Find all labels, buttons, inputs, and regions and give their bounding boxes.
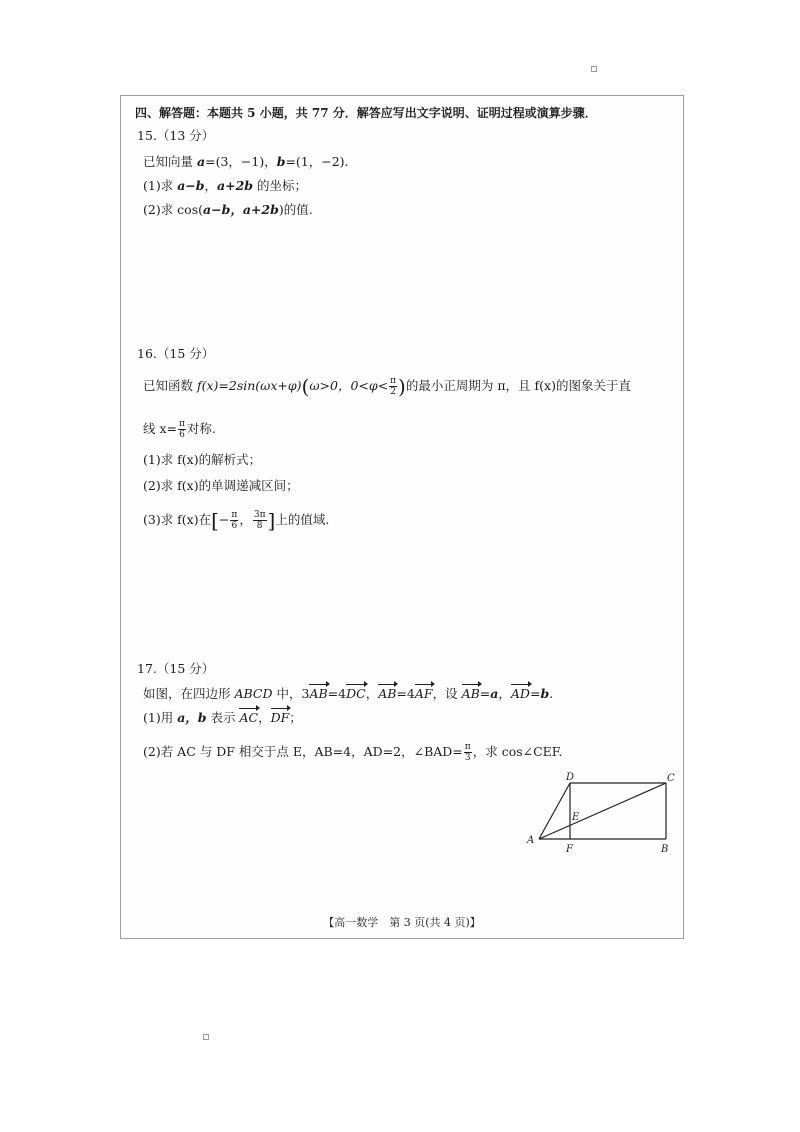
fraction-pi-over-6: $\frac{\pi}{6}$ [179, 419, 185, 440]
page-footer: 【高一数学 第 3 页(共 4 页)】 [323, 916, 481, 929]
q16-part2: (2)求 f(x)的单调递减区间； [143, 478, 299, 493]
label-a: A [527, 835, 535, 846]
q16-part3: (3)求 f(x)在[− $\frac{\pi}{6}$ ， $\frac{3\pi}{8}$ ]上的值域. [143, 508, 330, 533]
q17-stem: 如图，在四边形 ABCD 中，3AB=4DC，AB=4AF，设 AB=a，AD=b. [143, 686, 554, 701]
q15-part2: (2)求 cos(a−b，a+2b)的值. [143, 202, 313, 217]
fraction-pi-over-2: $\frac{\pi}{2}$ [390, 376, 397, 397]
q17-part2: (2)若 AC 与 DF 相交于点 E，AB=4，AD=2，∠BAD= $\frac{\pi}{3}$ ，求 cos∠CEF. [143, 742, 563, 763]
corner-mark-bottom [203, 1034, 209, 1040]
section-header: 四、解答题：本题共 5 小题，共 77 分．解答应写出文字说明、证明过程或演算步骤． [135, 106, 597, 120]
fraction-3pi-over-8: $\frac{3\pi}{8}$ [253, 510, 266, 531]
q17-part1: (1)用 a，b 表示 AC，DF； [143, 710, 302, 725]
quadrilateral-figure [521, 771, 681, 861]
q16-stem: 已知函数 f(x)=2sin(ωx+φ)(ω>0，0<φ< $\frac{\pi}{2}$ )的最小正周期为 π，且 f(x)的图象关于直 [143, 374, 631, 399]
label-e: E [572, 812, 580, 823]
q15-stem: 已知向量 a=(3，−1)，b=(1，−2). [143, 154, 349, 169]
q16-stem-line2: 线 x= $\frac{\pi}{6}$ 对称. [143, 419, 216, 440]
segment-ac [539, 783, 666, 839]
fraction-pi-over-3: $\frac{\pi}{3}$ [464, 742, 471, 763]
corner-mark-top [591, 66, 597, 72]
label-c: C [667, 773, 675, 784]
q17-number: 17.（15 分） [137, 661, 215, 676]
label-f: F [566, 844, 573, 855]
q15-number: 15.（13 分） [137, 128, 215, 143]
label-b: B [661, 844, 669, 855]
q16-part1: (1)求 f(x)的解析式； [143, 452, 262, 467]
q16-number: 16.（15 分） [137, 346, 215, 361]
segment-da [539, 783, 570, 839]
q15-part1: (1)求 a−b，a+2b 的坐标； [143, 178, 308, 193]
exam-page [120, 95, 684, 939]
label-d: D [566, 772, 575, 783]
fraction-pi-over-6-interval: $\frac{\pi}{6}$ [231, 510, 238, 531]
